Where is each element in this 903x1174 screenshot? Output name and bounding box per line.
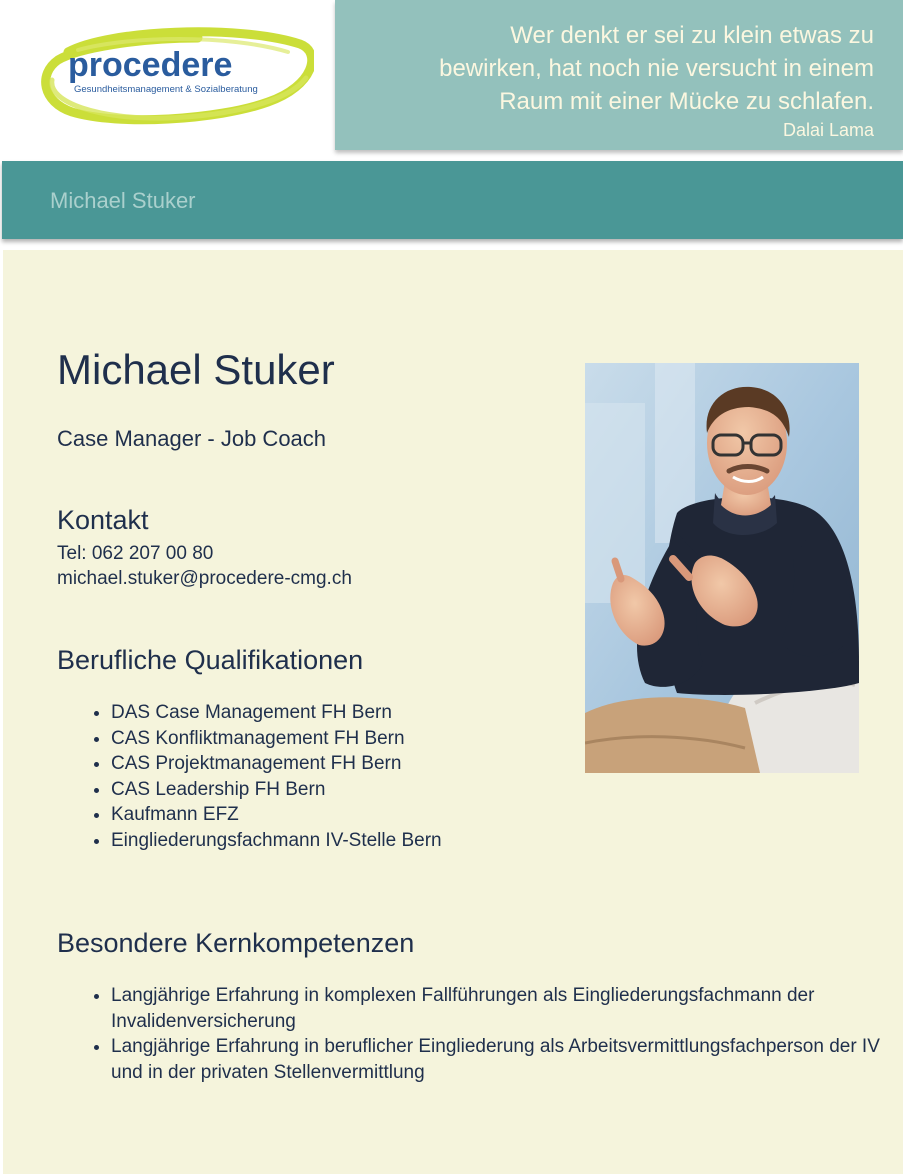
quote-line: Raum mit einer Mücke zu schlafen. bbox=[499, 88, 874, 115]
name-bar-title: Michael Stuker bbox=[50, 188, 196, 213]
contact-heading: Kontakt bbox=[57, 505, 149, 535]
qualification-item: • CAS Konfliktmanagement FH Bern bbox=[111, 726, 442, 752]
contact-email-link[interactable]: michael.stuker@procedere-cmg.ch bbox=[57, 568, 352, 589]
main-content bbox=[3, 250, 903, 1174]
quote-text bbox=[355, 19, 874, 118]
competencies-list bbox=[57, 983, 901, 1085]
qualification-item: • Eingliederungsfachmann IV-Stelle Bern bbox=[111, 828, 442, 854]
person-name: Michael Stuker bbox=[57, 346, 335, 393]
qualification-item: • CAS Projektmanagement FH Bern bbox=[111, 751, 442, 777]
competency-item: • Langjährige Erfahrung in beruflicher Eingliederung als Arbeitsvermittlungsfachperson der IV und in der privaten Stellenvermittlung bbox=[111, 1034, 901, 1085]
competencies-heading: Besondere Kernkompetenzen bbox=[57, 928, 415, 958]
logo-area bbox=[0, 0, 335, 160]
quote-line: bewirken, hat noch nie versucht in einem bbox=[439, 55, 874, 82]
qualification-item: • CAS Leadership FH Bern bbox=[111, 777, 442, 803]
quote-author: Dalai Lama bbox=[782, 120, 874, 140]
profile-photo bbox=[585, 363, 859, 773]
qualifications-heading: Berufliche Qualifikationen bbox=[57, 645, 364, 675]
logo-brand-text: procedere bbox=[68, 46, 233, 84]
name-bar bbox=[2, 161, 903, 239]
procedere-logo[interactable] bbox=[38, 22, 314, 126]
qualification-item: • DAS Case Management FH Bern bbox=[111, 700, 442, 726]
qualifications-list bbox=[57, 700, 442, 853]
contact-phone[interactable]: Tel: 062 207 00 80 bbox=[57, 543, 214, 564]
qualification-item: • Kaufmann EFZ bbox=[111, 802, 442, 828]
person-role: Case Manager - Job Coach bbox=[57, 426, 327, 451]
competency-item: • Langjährige Erfahrung in komplexen Fallführungen als Eingliederungsfachmann der Invalidenversicherung bbox=[111, 983, 901, 1034]
quote-box bbox=[335, 0, 903, 150]
quote-line: Wer denkt er sei zu klein etwas zu bbox=[510, 22, 874, 49]
logo-tagline-text: Gesundheitsmanagement & Sozialberatung bbox=[74, 84, 258, 95]
